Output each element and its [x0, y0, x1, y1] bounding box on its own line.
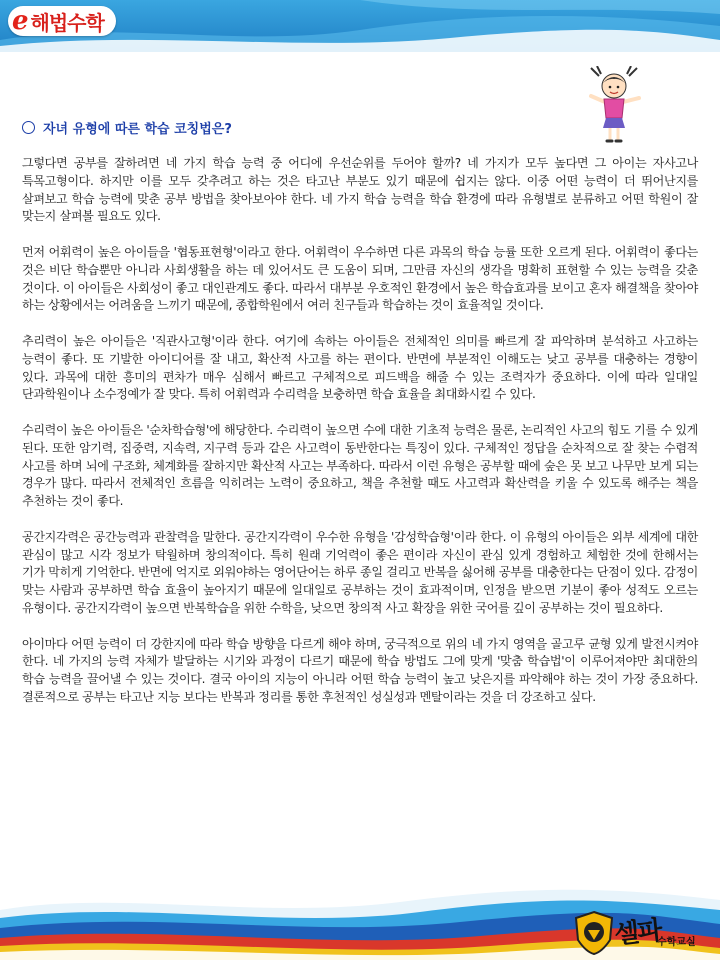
haebeop-suhak-logo[interactable] [8, 6, 116, 36]
paragraph-vocabulary: 먼저 어휘력이 높은 아이들을 '협동표현형'이라고 한다. 어휘력이 우수하면 다른 과목의 학습 능률 또한 오르게 된다. 어휘력이 좋다는 것은 비단 학습뿐만 아니라 사회생활을 하는 데 있어서도 큰 도움이 되며, 그만큼 자신의 생각을 명확히 표현할 수 있는 능력을 갖춘 것이다. 이 아이들은 사회성이 좋고 대인관계도 좋다. 따라서 대부분 우호적인 환경에서 높은 학습효과를 보이고 혼자 해결책을 찾아야 하는 상황에서는 어려움을 느끼기 때문에, 종합학원에서 여러 친구들과 학습하는 것이 효율적일 것이다. [22, 244, 698, 313]
header-banner [0, 0, 720, 52]
section-heading [22, 118, 698, 137]
paragraph-numeracy: 수리력이 높은 아이들은 '순차학습형'에 해당한다. 수리력이 높으면 수에 대한 기초적 능력은 물론, 논리적인 사고의 힘도 기를 수 있게 된다. 또한 암기력, 집중력, 지속력, 지구력 등과 같은 사고력이 동반한다는 특징이 있다. 구체적인 정답을 순차적으로 잘 찾는 수렴적 사고를 하며 뇌에 구조화, 체계화를 잘하지만 확산적 사고는 부족하다. 따라서 이런 유형은 공부할 때에 숲은 못 보고 나무만 보게 되는 경우가 많다. 따라서 전체적인 흐름을 익히려는 노력이 중요하고, 책을 추천할 때도 사고력과 확산력을 키울 수 있도록 해주는 책을 추천하는 것이 좋다. [22, 422, 698, 509]
paragraph-spatial: 공간지각력은 공간능력과 관찰력을 말한다. 공간지각력이 우수한 유형을 '감성학습형'이라 한다. 이 유형의 아이들은 외부 세계에 대한 관심이 많고 시각 정보가 탁월하며 창의적이다. 특히 원래 기억력이 좋은 편이라 자신이 관심 있게 경험하고 체험한 것에 한해서는 기가 막히게 기억한다. 반면에 억지로 외워야하는 영어단어는 하루 종일 걸리고 반복을 싫어해 공부를 대충한다는 단점이 있다. 감정이 맞는 사람과 공부하면 학습 효율이 높아지기 때문에 일대일로 공부하는 것이 효과적이며, 인정을 받으면 기분이 좋아 성적도 오르는 유형이다. 공간지각력이 높으면 반복학습을 위한 수학을, 낮으면 창의적 사고 확장을 위한 국어를 깊이 공부하는 것이 필요하다. [22, 529, 698, 615]
paragraph-priority: 그렇다면 공부를 잘하려면 네 가지 학습 능력 중 어디에 우선순위를 두어야 할까? 네 가지가 모두 높다면 그 아이는 자사고나 특목고형이다. 하지만 이를 모두 갖추려고 하는 것은 타고난 부분도 있기 때문에 쉽지는 않다. 이중 어떤 능력이 더 뛰어난지를 살펴보고 학습 능력에 맞춘 공부 방법을 찾아보아야 한다. 네 가지 학습 능력을 학습 환경에 따라 유형별로 분류하고 어떤 학원이 잘 맞는지 살펴볼 필요도 있다. [22, 156, 698, 224]
article-content [22, 118, 698, 725]
paragraph-reasoning: 추리력이 높은 아이들은 '직관사고형'이라 한다. 여기에 속하는 아이들은 전체적인 의미를 빠르게 잘 파악하며 분석하고 사고하는 능력이 좋다. 또 기발한 아이디어를 잘 내고, 확산적 사고를 하는 편이다. 반면에 부분적인 이해도는 낮고 공부를 대충하는 경향이 있다. 과목에 대한 흥미의 편차가 매우 심해서 빠르고 구체적으로 피드백을 해줄 수 있는 조력자가 중요하다. 이에 따라 일대일 단과학원이나 소수정예가 잘 맞다. 특히 어휘력과 수리력을 보충하면 학습 효율을 최대화시킬 수 있다. [22, 333, 698, 402]
footer-brand: 셀파 [612, 915, 662, 951]
circle-bullet-icon [22, 121, 35, 134]
logo-e-mark: e [12, 6, 29, 36]
footer-brand-sub: 수학교실 [657, 937, 696, 948]
paragraph-conclusion: 아이마다 어떤 능력이 더 강한지에 따라 학습 방향을 다르게 해야 하며, 궁극적으로 위의 네 가지 영역을 골고루 균형 있게 발전시켜야 한다. 네 가지의 능력 자체가 발달하는 시기와 과정이 다르기 때문에 학습 방법도 그에 맞게 '맞춤 학습법'이 이루어져야만 최대한의 학습 능력을 끌어낼 수 있는 것이다. 결국 아이의 지능이 아니라 어떤 학습 능력이 높고 낮은지를 파악해야 하는 것이 가장 중요하다. 결론적으로 공부는 타고난 지능 보다는 반복과 정리를 통한 후천적인 성실성과 멘탈이라는 것을 더 강조하고 싶다. [22, 636, 698, 704]
sherpa-shield-logo-icon [572, 910, 616, 956]
section-title-text: 자녀 유형에 따른 학습 코칭법은? [43, 122, 232, 137]
logo-text: 해법수학 [30, 10, 104, 35]
